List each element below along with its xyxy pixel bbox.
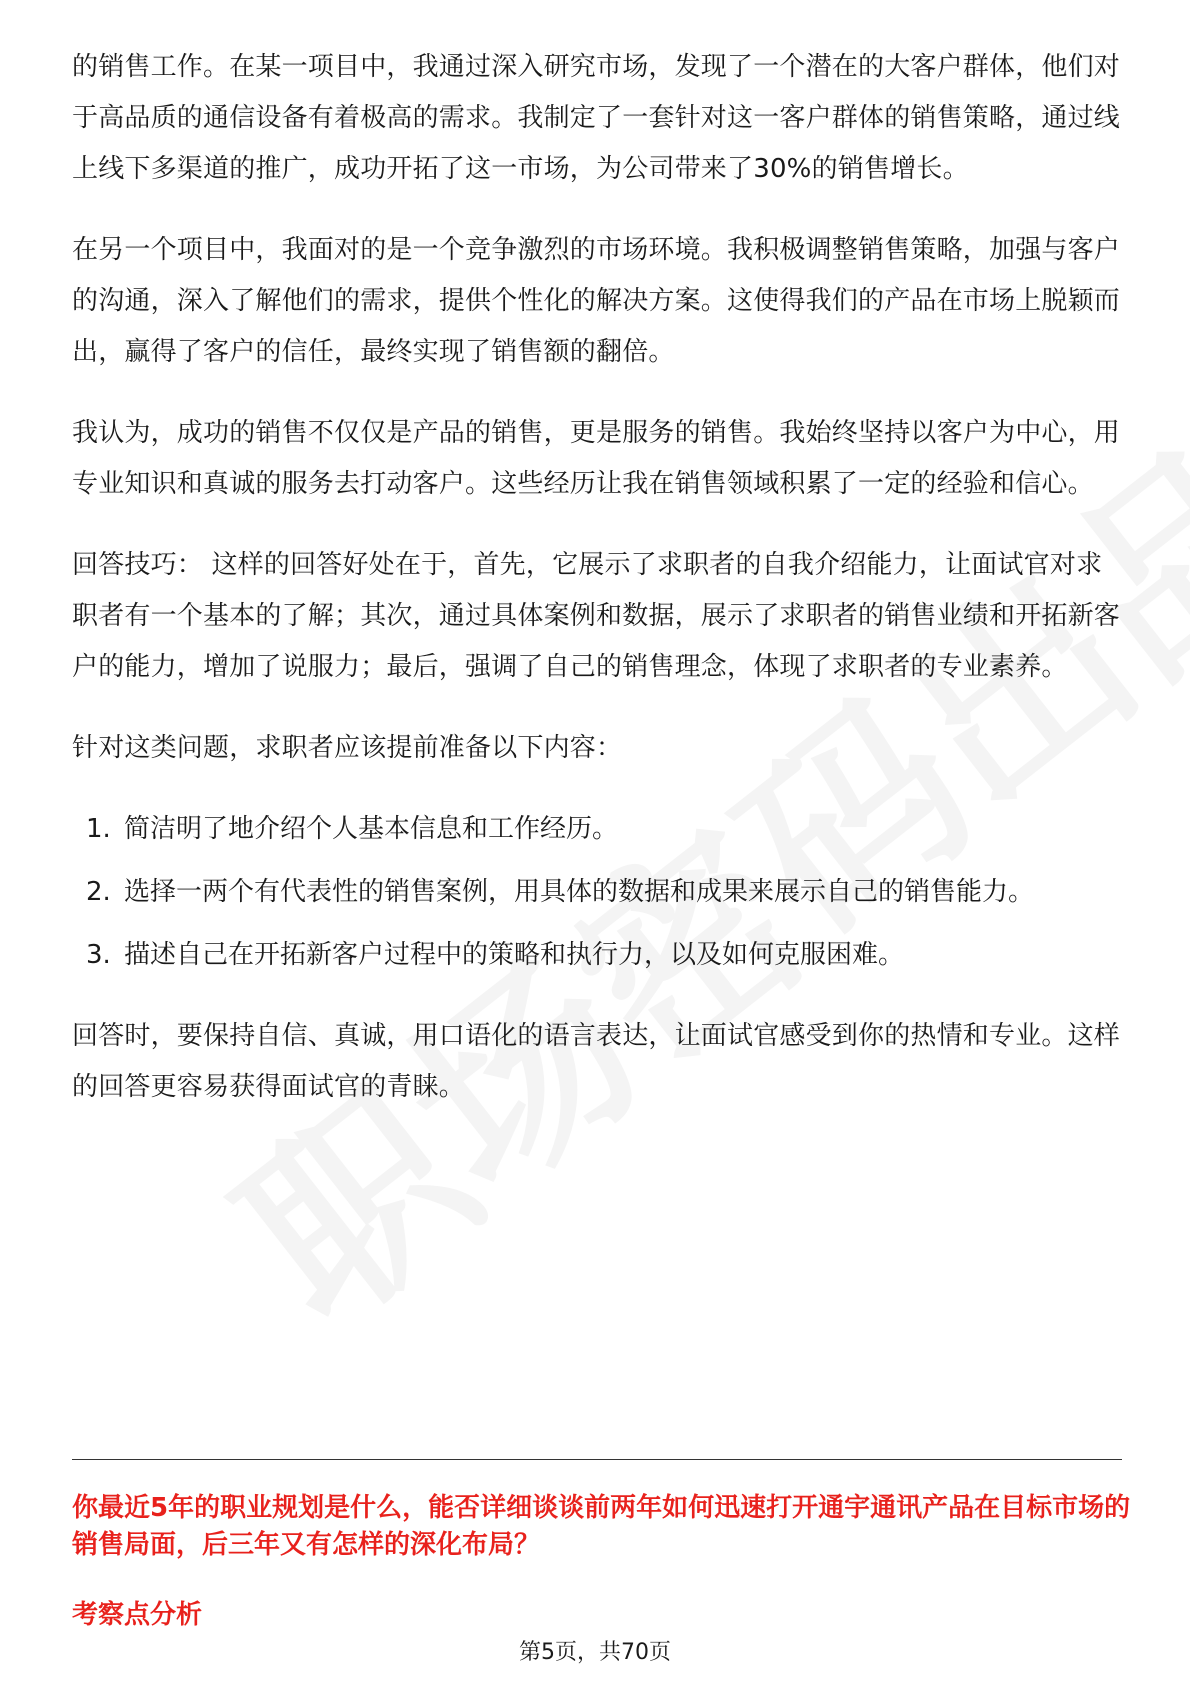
- paragraph-preparation-intro: 针对这类问题，求职者应该提前准备以下内容：: [72, 733, 623, 763]
- section-divider: [72, 1459, 1122, 1460]
- list-item-number: 3.: [86, 940, 111, 970]
- list-item-text: 简洁明了地介绍个人基本信息和工作经历。: [124, 814, 619, 844]
- next-question-heading: 你最近5年的职业规划是什么，能否详细谈谈前两年如何迅速打开通宇通讯产品在目标市场的销售局面，后三年又有怎样的深化布局？: [72, 1493, 1131, 1560]
- list-item: [72, 867, 1122, 918]
- list-item: [72, 804, 1122, 855]
- list-item-text: 描述自己在开拓新客户过程中的策略和执行力，以及如何克服困难。: [124, 940, 905, 970]
- preparation-list: [72, 804, 1122, 981]
- paragraph-intro-continued: 的销售工作。在某一项目中，我通过深入研究市场，发现了一个潜在的大客户群体，他们对于高品质的通信设备有着极高的需求。我制定了一套针对这一客户群体的销售策略，通过线上线下多渠道的推广，成功开拓了这一市场，为公司带来了30%的销售增长。: [72, 52, 1121, 184]
- list-item-text: 选择一两个有代表性的销售案例，用具体的数据和成果来展示自己的销售能力。: [124, 877, 1035, 907]
- list-item-number: 2.: [86, 877, 111, 907]
- paragraph-second-project: 在另一个项目中，我面对的是一个竞争激烈的市场环境。我积极调整销售策略，加强与客户的沟通，深入了解他们的需求，提供个性化的解决方案。这使得我们的产品在市场上脱颖而出，赢得了客户的信任，最终实现了销售额的翻倍。: [72, 235, 1121, 367]
- paragraph-sales-philosophy: 我认为，成功的销售不仅仅是产品的销售，更是服务的销售。我始终坚持以客户为中心，用专业知识和真诚的服务去打动客户。这些经历让我在销售领域积累了一定的经验和信心。: [72, 418, 1121, 499]
- list-item: [72, 930, 1122, 981]
- list-item-number: 1.: [86, 814, 111, 844]
- analysis-heading: 考察点分析: [72, 1600, 203, 1630]
- paragraph-closing: 回答时，要保持自信、真诚，用口语化的语言表达，让面试官感受到你的热情和专业。这样的回答更容易获得面试官的青睐。: [72, 1021, 1121, 1102]
- page-number-footer: 第5页，共70页: [519, 1640, 671, 1665]
- document-body: [72, 42, 1122, 1143]
- paragraph-answer-tips: 回答技巧： 这样的回答好处在于，首先，它展示了求职者的自我介绍能力，让面试官对求职者有一个基本的了解；其次，通过具体案例和数据，展示了求职者的销售业绩和开拓新客户的能力，增加了说服力；最后，强调了自己的销售理念，体现了求职者的专业素养。: [72, 550, 1121, 682]
